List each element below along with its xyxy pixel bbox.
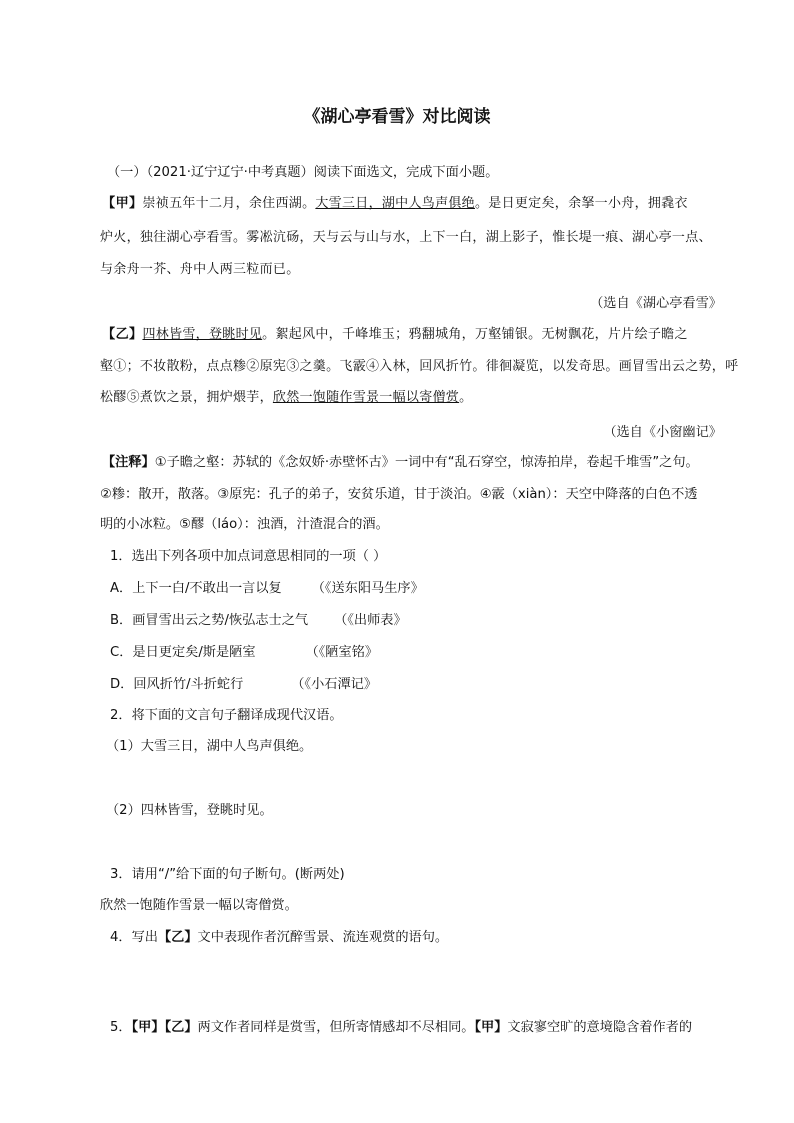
passage-jia-line-2: 炉火，独往湖心亭看雪。雾凇沆砀，天与云与山与水，上下一白，湖上影子，惟长堤一痕、湖心亭一点、 <box>100 230 712 245</box>
passage-jia-line-1: 【甲】崇祯五年十二月，余住西湖。大雪三日，湖中人鸟声俱绝。是日更定矣，余拏一小舟，拥毳衣 <box>102 196 688 211</box>
question-2-sentence-2: （2）四林皆雪，登眺时见。 <box>106 803 273 818</box>
notes-line-2: ②糁：散开，散落。③原宪：孔子的弟子，安贫乐道，甘于淡泊。④霰（xiàn）：天空中降落的白色不透 <box>100 487 698 502</box>
underlined-sentence: 大雪三日，湖中人鸟声俱绝 <box>315 196 475 211</box>
underlined-sentence: 四林皆雪，登眺时见 <box>142 327 263 342</box>
notes-tag: 【注释】 <box>102 455 155 470</box>
passage-yi-line-3: 松醪⑤煮饮之景，拥炉煨芋，欣然一饱随作雪景一幅以寄僧赏。 <box>100 390 473 405</box>
question-4-stem: 4．写出【乙】文中表现作者沉醉雪景、流连观赏的语句。 <box>110 930 449 945</box>
question-1-stem: 1．选出下列各项中加点词意思相同的一项（ ） <box>110 549 387 564</box>
passage-jia-line-3: 与余舟一芥、舟中人两三粒而已。 <box>100 262 300 277</box>
passage-tag-jia: 【甲】 <box>131 1020 165 1035</box>
question-2-stem: 2．将下面的文言句子翻译成现代汉语。 <box>110 708 343 723</box>
passage-yi-line-2: 壑①；不妆散粉，点点糁②原宪③之羹。飞霰④入林，回风折竹。徘徊凝览，以发奇思。画冒雪出云之势，呼 <box>100 359 739 374</box>
question-1-option-c: C．是日更定矣/斯是陋室 （《陋室铭》 <box>110 645 379 660</box>
passage-tag-yi: 【乙】 <box>164 1020 198 1035</box>
question-3-sentence: 欣然一饱随作雪景一幅以寄僧赏。 <box>100 898 298 913</box>
notes-line-1: 【注释】①子瞻之壑：苏轼的《念奴娇·赤壁怀古》一词中有“乱石穿空，惊涛拍岸，卷起千堆雪”之句。 <box>102 455 699 470</box>
question-1-option-a: A．上下一白/不敢出一言以复 （《送东阳马生序》 <box>110 581 424 596</box>
question-2-sentence-1: （1）大雪三日，湖中人鸟声俱绝。 <box>106 739 313 754</box>
page-title: 《湖心亭看雪》对比阅读 <box>303 107 491 127</box>
passage-tag-yi: 【乙】 <box>102 327 143 342</box>
question-1-option-b: B．画冒雪出云之势/恢弘志士之气 （《出师表》 <box>110 613 407 628</box>
intro-line: （一）（2021·辽宁辽宁·中考真题）阅读下面选文，完成下面小题。 <box>107 165 499 180</box>
underlined-sentence: 欣然一饱随作雪景一幅以寄僧赏 <box>272 390 460 405</box>
passage-yi-line-1: 【乙】四林皆雪，登眺时见。絮起风中，千峰堆玉；鸦翻城角，万壑铺银。无树飘花，片片绘子瞻之 <box>102 327 688 342</box>
source-yi: （选自《小窗幽记》 <box>603 425 722 440</box>
notes-line-3: 明的小冰粒。⑤醪（láo）：浊酒，汁渣混合的酒。 <box>100 517 389 532</box>
question-3-stem: 3．请用“/”给下面的句子断句。(断两处) <box>110 867 345 882</box>
passage-tag-jia: 【甲】 <box>474 1020 508 1035</box>
passage-tag-yi: 【乙】 <box>157 930 198 945</box>
source-jia: （选自《湖心亭看雪》 <box>590 296 722 311</box>
question-1-option-d: D．回风折竹/斗折蛇行 （《小石潭记》 <box>110 677 378 692</box>
question-5-stem: 5．【甲】【乙】两文作者同样是赏雪，但所寄情感却不尽相同。【甲】文寂寥空旷的意境隐含着作者的 <box>110 1020 693 1035</box>
passage-tag-jia: 【甲】 <box>102 196 143 211</box>
